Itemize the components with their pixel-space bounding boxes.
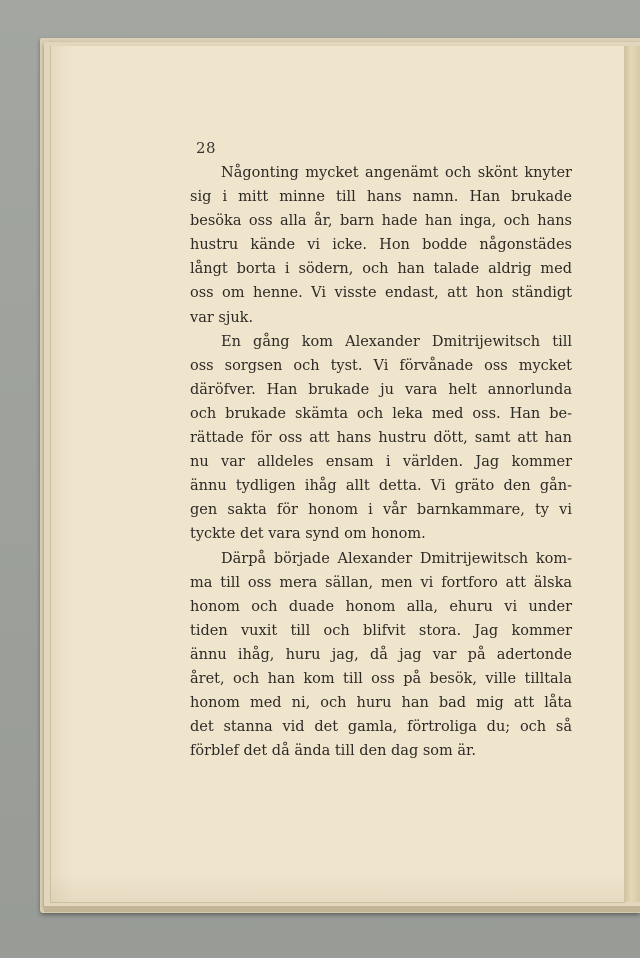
text-line: oss om henne. Vi visste endast, att hon ständigt bbox=[190, 285, 572, 302]
text-line: och brukade skämta och leka med oss. Han be- bbox=[190, 405, 572, 422]
text-line: En gång kom Alexander Dmitrijewitsch till bbox=[221, 333, 572, 350]
text-line: besöka oss alla år, barn hade han inga, och hans bbox=[190, 213, 572, 230]
facing-page-edge bbox=[624, 46, 640, 902]
text-line: året, och han kom till oss på besök, ville tilltala bbox=[190, 670, 572, 687]
text-line: Någonting mycket angenämt och skönt knyter bbox=[221, 165, 572, 181]
body-text bbox=[190, 161, 572, 763]
text-line: ma till oss mera sällan, men vi fortforo att älska bbox=[190, 574, 572, 591]
text-line: tyckte det vara synd om honom. bbox=[190, 526, 426, 543]
text-line: honom med ni, och huru han bad mig att låta bbox=[190, 695, 572, 712]
text-line: däröfver. Han brukade ju vara helt annorlunda bbox=[190, 381, 572, 398]
text-line: tiden vuxit till och blifvit stora. Jag kommer bbox=[190, 622, 572, 639]
page-bottom-edge bbox=[44, 906, 640, 912]
text-line: det stanna vid det gamla, förtroliga du; och så bbox=[190, 719, 572, 736]
text-line: långt borta i södern, och han talade aldrig med bbox=[190, 261, 572, 278]
text-line: förblef det då ända till den dag som är. bbox=[190, 743, 476, 760]
page-number: 28 bbox=[196, 139, 217, 157]
text-line: ännu tydligen ihåg allt detta. Vi gräto den gån- bbox=[190, 478, 572, 495]
text-line: var sjuk. bbox=[190, 309, 254, 326]
text-line: Därpå började Alexander Dmitrijewitsch kom- bbox=[221, 550, 572, 567]
text-line: hustru kände vi icke. Hon bodde någonstädes bbox=[190, 237, 572, 254]
text-line: ännu ihåg, huru jag, då jag var på adertonde bbox=[190, 646, 572, 663]
text-line: honom och duade honom alla, ehuru vi under bbox=[190, 598, 572, 615]
text-line: rättade för oss att hans hustru dött, samt att han bbox=[190, 430, 572, 447]
text-line: nu var alldeles ensam i världen. Jag kommer bbox=[190, 454, 572, 471]
text-line: sig i mitt minne till hans namn. Han brukade bbox=[190, 189, 572, 206]
text-line: gen sakta för honom i vår barnkammare, ty vi bbox=[190, 502, 572, 519]
text-line: oss sorgsen och tyst. Vi förvånade oss mycket bbox=[190, 357, 572, 374]
